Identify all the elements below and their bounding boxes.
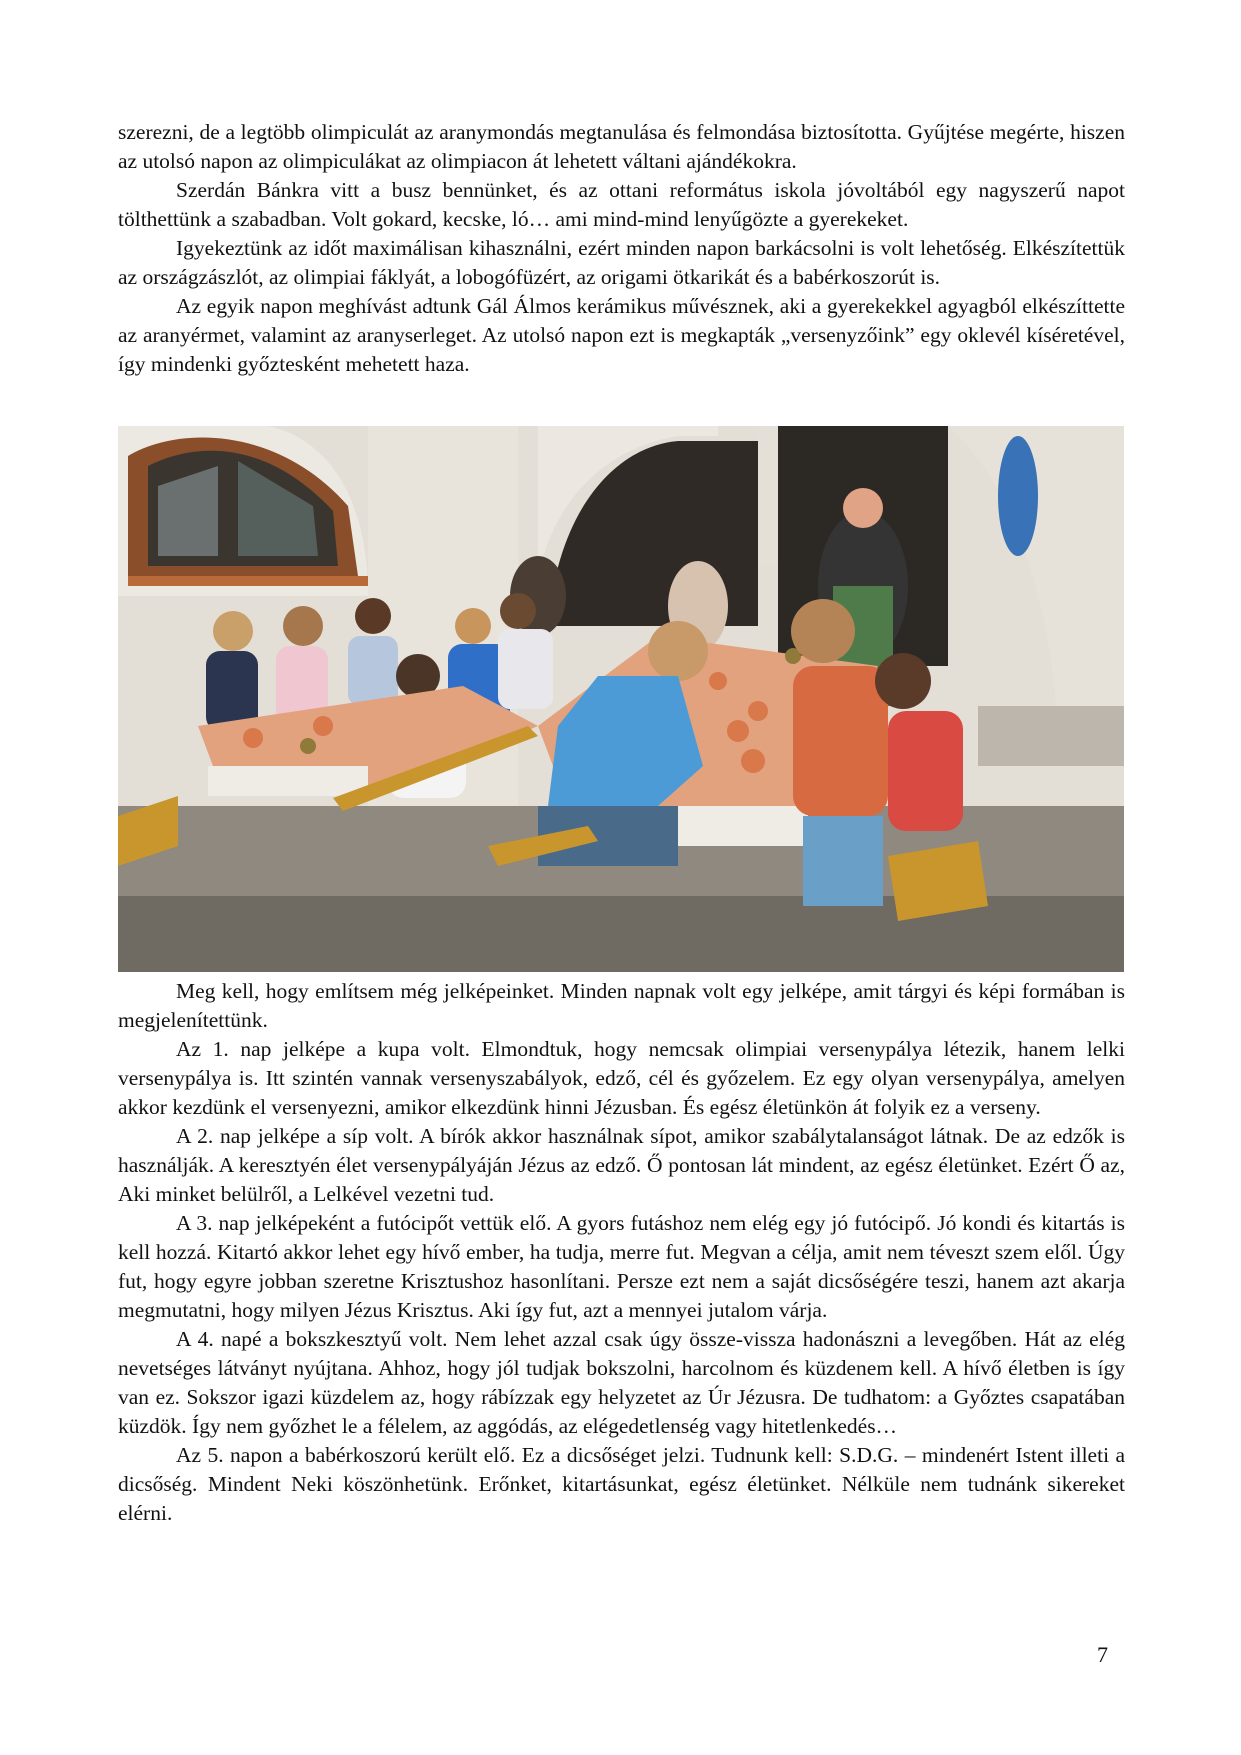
paragraph: A 4. napé a bokszkesztyű volt. Nem lehet azzal csak úgy össze-vissza hadonászni a levegőben. Hát az elég nevetséges látványt nyújtana. Ahhoz, hogy jól tudjak bokszolni, harcolnom és küzdenem kell. A hívő életben is így van ez. Sokszor igazi küzdelem az, hogy rábízzak egy helyzetet az Úr Jézusra. De tudhatom: a Győztes csapatában küzdök. Így nem győzhet le a félelem, az aggódás, az elégedetlenség vagy hitetlenkedés… [118,1327,1125,1438]
paragraph: szerezni, de a legtöbb olimpiculát az aranymondás megtanulása és felmondása biztosította. Gyűjtése megérte, hiszen az utolsó napon az olimpiculákat az olimpiacon át lehetett váltani ajándékokra. [118,120,1125,173]
paragraph: Az egyik napon meghívást adtunk Gál Álmos kerámikus művésznek, aki a gyerekekkel agyagból elkészíttette az aranyérmet, valamint az aranyserleget. Az utolsó napon ezt is megkapták „versenyzőink” egy oklevél kíséretével, így mindenki győztesként mehetett haza. [118,294,1125,376]
paragraph: A 2. nap jelképe a síp volt. A bírók akkor használnak sípot, amikor szabálytalanságot látnak. De az edzők is használják. A keresztyén élet versenypályáján Jézus az edző. Ő pontosan lát mindent, az egész életünket. Ezért Ő az, Aki minket belülről, a Lelkével vezetni tud. [118,1124,1125,1206]
paragraph: Az 1. nap jelképe a kupa volt. Elmondtuk, hogy nemcsak olimpiai versenypálya létezik, hanem lelki versenypálya is. Itt szintén vannak versenyszabályok, edző, cél és győzelem. Ez egy olyan versenypálya, amelyen akkor kezdünk el versenyezni, amikor elkezdünk hinni Jézusban. És egész életünkön át folyik ez a verseny. [118,1037,1125,1119]
paragraph: Igyekeztünk az időt maximálisan kihasználni, ezért minden napon barkácsolni is volt lehetőség. Elkészítettük az országzászlót, az olimpiai fáklyát, a lobogófüzért, az origami ötkarikát és a babérkoszorút is. [118,236,1125,289]
paragraph: Szerdán Bánkra vitt a busz bennünket, és az ottani református iskola jóvoltából egy nagyszerű napot tölthettünk a szabadban. Volt gokard, kecske, ló… ami mind-mind lenyűgözte a gyerekeket. [118,178,1125,231]
paragraph: Az 5. napon a babérkoszorú került elő. Ez a dicsőséget jelzi. Tudnunk kell: S.D.G. – mindenért Istent illeti a dicsőség. Mindent Neki köszönhetünk. Erőnket, kitartásunkat, egész életünket. Nélküle nem tudnánk sikereket elérni. [118,1443,1125,1525]
pottery-workshop-photo [118,426,1124,972]
paragraph: Meg kell, hogy említsem még jelképeinket. Minden napnak volt egy jelképe, amit tárgyi és képi formában is megjelenítettünk. [118,979,1125,1032]
paragraph: A 3. nap jelképeként a futócipőt vettük elő. A gyors futáshoz nem elég egy jó futócipő. Jó kondi és kitartás is kell hozzá. Kitartó akkor lehet egy hívő ember, ha tudja, merre fut. Megvan a célja, amit nem téveszt szem elől. Úgy fut, hogy egyre jobban szeretne Krisztushoz hasonlítani. Persze ezt nem a saját dicsőségére teszi, hanem azt akarja megmutatni, hogy milyen Jézus Krisztus. Aki így fut, azt a mennyei jutalom várja. [118,1211,1125,1322]
text-block-bottom [118,977,1125,1528]
text-block-top [118,118,1125,379]
page-number: 7 [1097,1642,1108,1667]
